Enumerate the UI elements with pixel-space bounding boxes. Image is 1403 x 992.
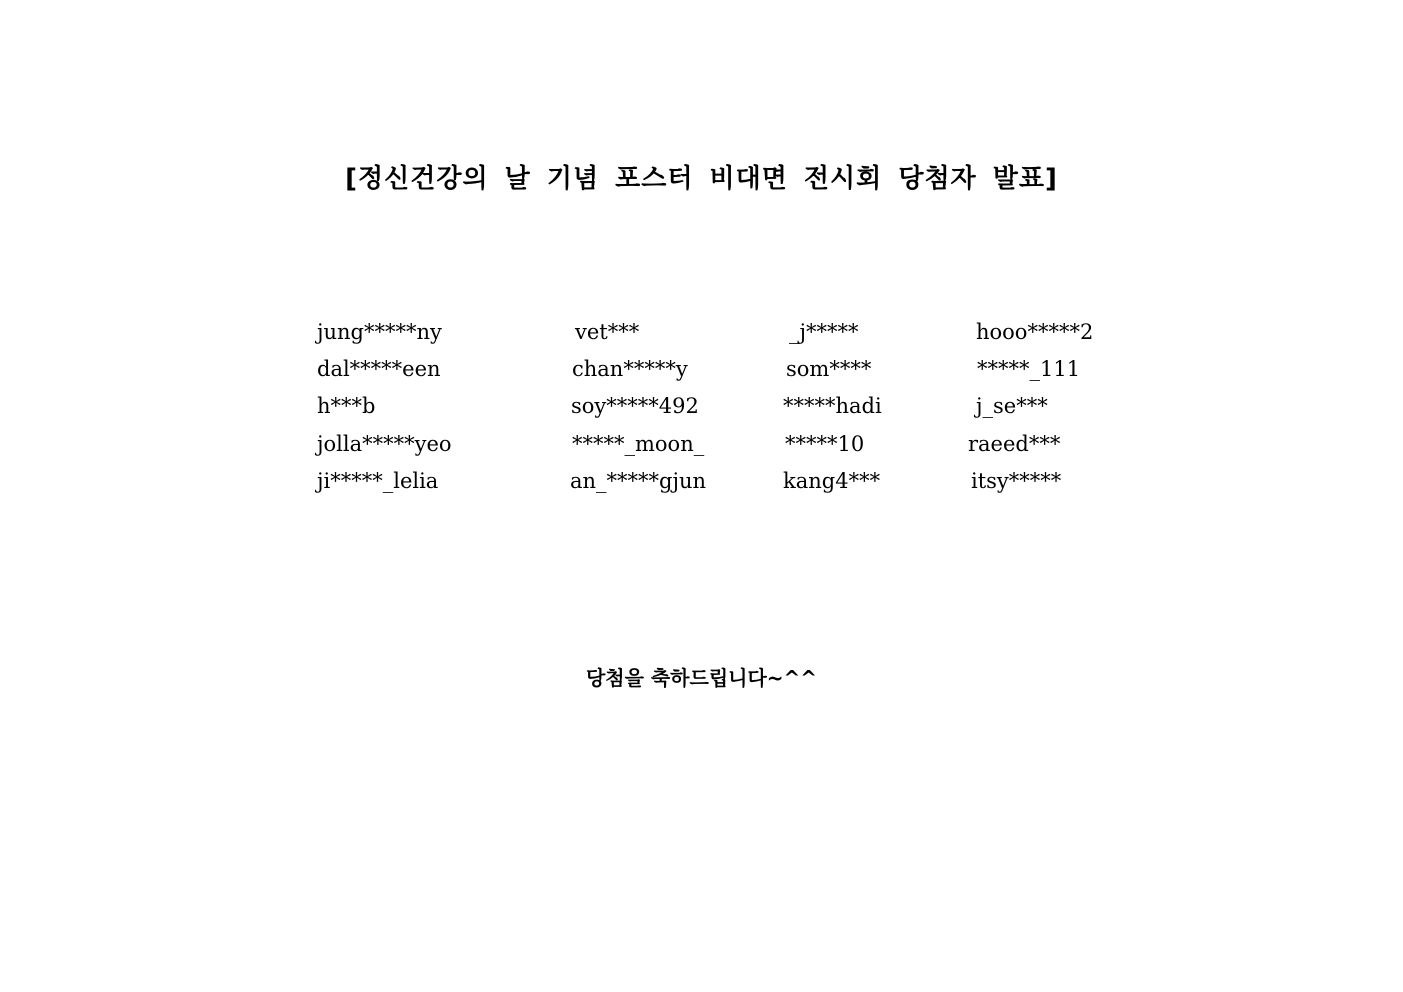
winner-name: *****_moon_: [572, 432, 705, 456]
page-title: [정신건강의 날 기념 포스터 비대면 전시회 당첨자 발표]: [345, 164, 1058, 194]
winner-name: soy*****492: [571, 394, 699, 418]
winner-name: j_se***: [976, 394, 1048, 418]
winner-name: som****: [786, 357, 872, 381]
winner-name: kang4***: [783, 469, 881, 493]
winner-name: h***b: [317, 394, 376, 418]
winner-name: _j*****: [789, 320, 859, 344]
winner-name: ji*****_lelia: [317, 469, 439, 493]
winner-name: itsy*****: [971, 469, 1062, 493]
congratulations-message: 당첨을 축하드립니다~^^: [585, 666, 818, 690]
winner-name: raeed***: [968, 432, 1061, 456]
winner-name: dal*****een: [317, 357, 441, 381]
winner-name: vet***: [575, 320, 640, 344]
winner-name: chan*****y: [572, 357, 688, 381]
winner-name: *****10: [785, 432, 865, 456]
winner-name: hooo*****2: [976, 320, 1094, 344]
winner-name: *****_111: [977, 357, 1081, 381]
winner-name: jung*****ny: [317, 320, 442, 344]
winner-name: an_*****gjun: [570, 469, 707, 493]
winner-name: *****hadi: [783, 394, 882, 418]
winner-name: jolla*****yeo: [317, 432, 452, 456]
